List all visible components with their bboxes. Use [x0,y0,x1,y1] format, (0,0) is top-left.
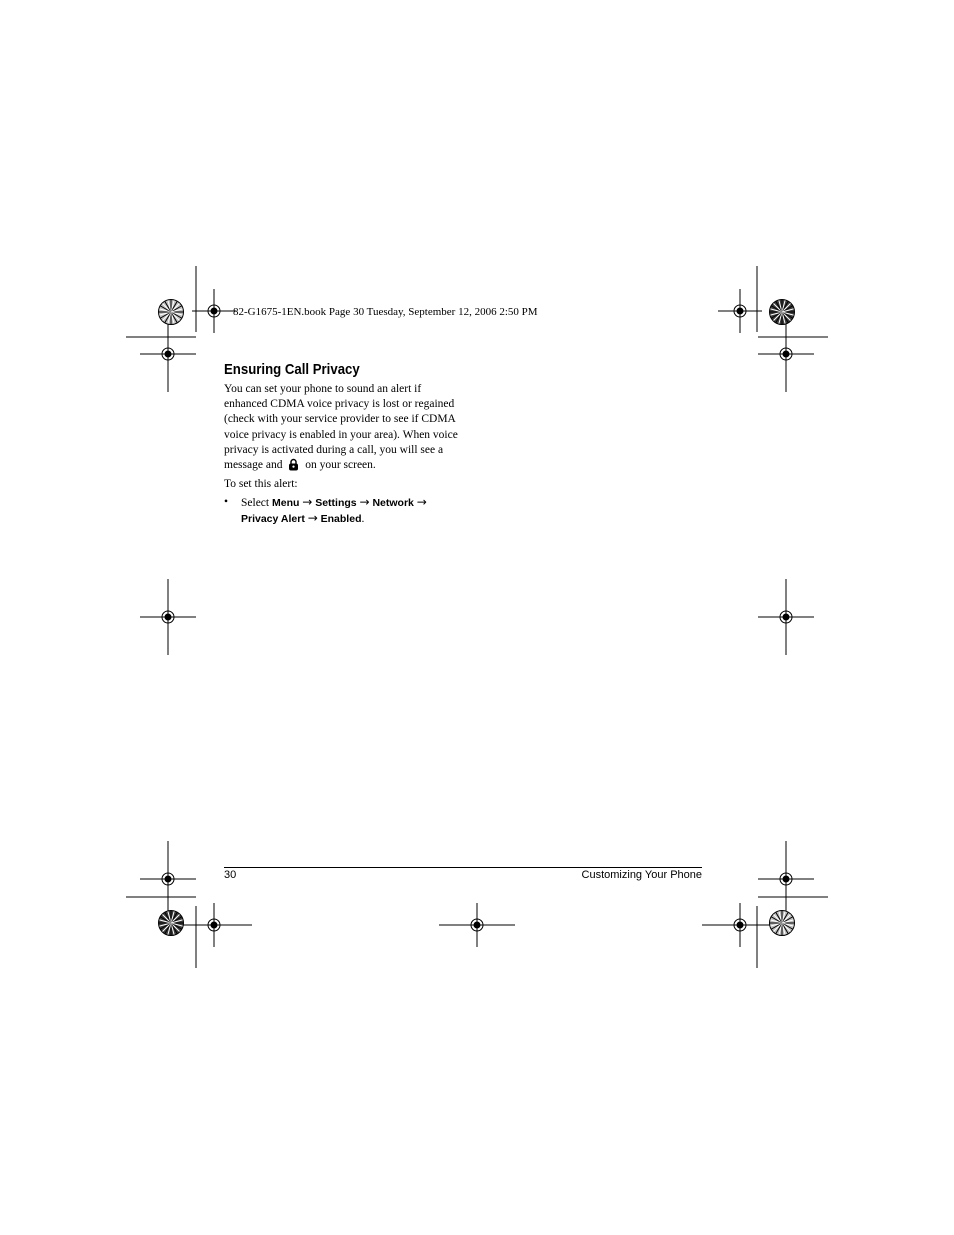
menu-path-menu: Menu [271,497,300,509]
paragraph-line: You can set your phone to sound an alert if [224,383,422,395]
menu-path-enabled: Enabled [320,513,362,526]
print-header: 82-G1675-1EN.book Page 30 Tuesday, September 12, 2006 2:50 PM [233,306,538,318]
paragraph-line: privacy is activated during a call, you will see a [224,443,444,456]
registration-target-icon [474,922,480,928]
paragraph-line: message and on your screen. [224,458,464,476]
registration-target-icon [783,351,789,357]
lock-icon [288,458,299,476]
paragraph-line: voice privacy is enabled in your area). When voice [224,428,458,441]
registration-target-icon [737,922,743,928]
footer-rule [224,867,702,868]
registration-target-icon [165,614,171,620]
arrow-right-icon: → [307,511,318,526]
set-alert-intro: To set this alert: [224,478,298,490]
page-number: 30 [224,869,237,881]
registration-target-icon [165,876,171,882]
registration-target-icon [211,308,217,314]
registration-target-icon [783,614,789,620]
section-heading: Ensuring Call Privacy [224,361,360,378]
registration-target-icon [783,876,789,882]
registration-target-icon [165,351,171,357]
bullet-marker: • [224,496,229,508]
paragraph-line: enhanced CDMA voice privacy is lost or regained [224,398,455,411]
arrow-right-icon: → [302,495,313,509]
menu-path-privacy-alert: Privacy Alert [241,513,305,526]
registration-target-icon [737,308,743,314]
chapter-title: Customizing Your Phone [581,869,702,881]
registration-target-icon [211,922,217,928]
menu-path-network: Network [372,497,414,509]
instruction-text: Select Menu → Settings → Network → Privacy Alert → Enabled. [241,495,427,526]
paragraph-line: (check with your service provider to see if CDMA [224,413,456,426]
body-paragraph [224,382,464,476]
menu-path-settings: Settings [315,497,357,509]
arrow-right-icon: → [416,495,427,509]
arrow-right-icon: → [359,495,370,509]
